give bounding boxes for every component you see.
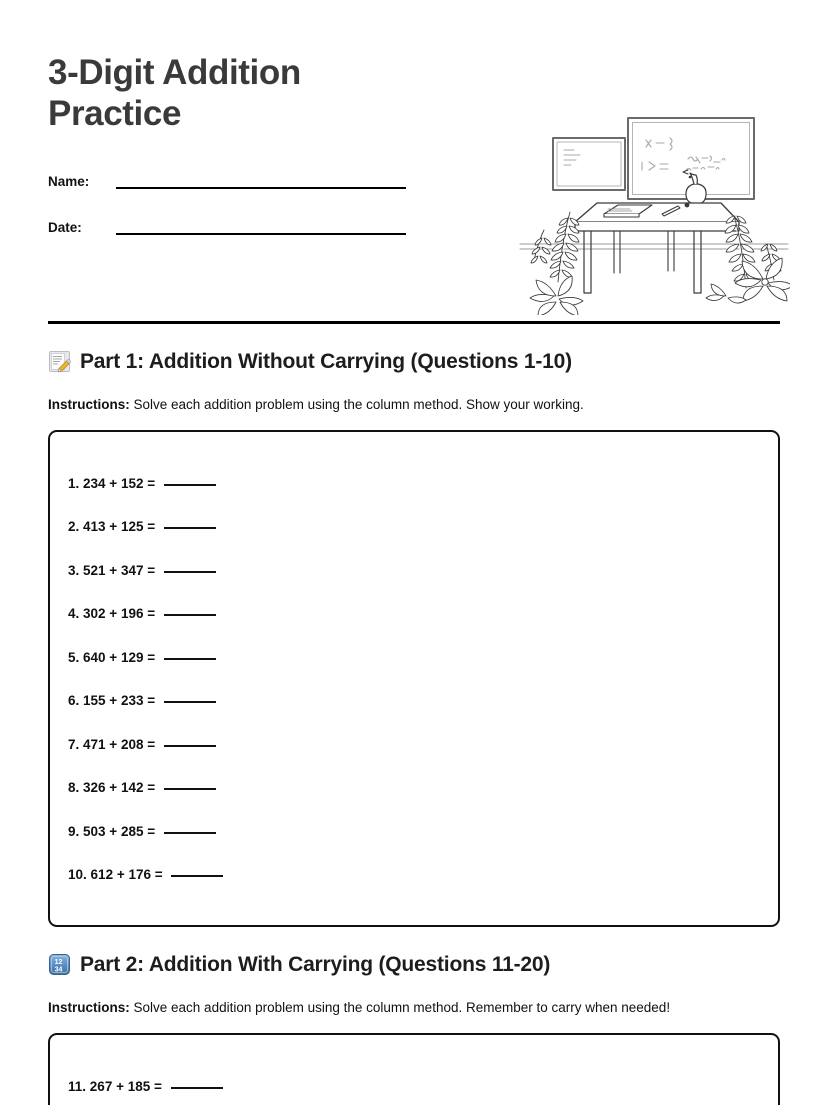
question-number: 5. [68, 649, 80, 665]
question-problem: 521 + 347 = [83, 562, 156, 578]
question-problem: 267 + 185 = [89, 1079, 162, 1095]
question-item [68, 592, 778, 636]
question-number: 4. [68, 606, 80, 622]
question-problem: 413 + 125 = [83, 519, 156, 535]
name-field-label: Name: [48, 174, 90, 190]
question-problem: 326 + 142 = [83, 780, 156, 796]
question-number: 6. [68, 693, 80, 709]
answer-blank[interactable] [164, 658, 216, 660]
answer-blank[interactable] [164, 527, 216, 529]
input-numbers-icon [48, 953, 71, 976]
answer-blank[interactable] [164, 571, 216, 573]
question-number: 8. [68, 780, 80, 796]
part-2-instructions-label: Instructions: [48, 1000, 130, 1015]
part-2-question-box [48, 1033, 780, 1105]
section-part-1 [48, 350, 780, 927]
question-problem: 155 + 233 = [83, 693, 156, 709]
question-number: 2. [68, 519, 80, 535]
answer-blank[interactable] [164, 832, 216, 834]
answer-blank[interactable] [164, 614, 216, 616]
memo-icon [48, 350, 71, 373]
part-2-instructions [48, 999, 780, 1017]
question-problem: 234 + 152 = [83, 475, 156, 491]
part-1-heading [48, 350, 780, 373]
question-problem: 302 + 196 = [83, 606, 156, 622]
question-number: 9. [68, 823, 80, 839]
answer-blank[interactable] [164, 701, 216, 703]
part-2-title: Part 2: Addition With Carrying (Questions 11-20) [80, 952, 551, 976]
section-part-2 [48, 953, 780, 1105]
part-1-instructions [48, 396, 780, 414]
part-1-title: Part 1: Addition Without Carrying (Questions 1-10) [80, 349, 572, 373]
question-problem: 640 + 129 = [83, 649, 156, 665]
question-item [68, 679, 778, 723]
question-number: 10. [68, 867, 87, 883]
question-problem: 503 + 285 = [83, 823, 156, 839]
question-number: 3. [68, 562, 80, 578]
question-problem: 471 + 208 = [83, 736, 156, 752]
part-2-question-list [50, 1065, 778, 1105]
question-item [68, 1065, 778, 1105]
part-1-instructions-label: Instructions: [48, 396, 130, 412]
classroom-illustration [518, 110, 790, 315]
name-field-row [48, 169, 488, 191]
part-1-question-box [48, 430, 780, 927]
svg-text:34: 34 [54, 966, 63, 974]
question-number: 7. [68, 736, 80, 752]
question-item [68, 549, 778, 593]
question-item [68, 853, 778, 897]
answer-blank[interactable] [171, 1087, 223, 1089]
question-item [68, 636, 778, 680]
date-field-row [48, 215, 488, 237]
answer-blank[interactable] [164, 484, 216, 486]
question-problem: 612 + 176 = [90, 867, 163, 883]
svg-text:12: 12 [54, 958, 63, 966]
part-1-instructions-text: Solve each addition problem using the column method. Show your working. [129, 396, 584, 412]
header-divider [48, 321, 780, 324]
part-2-instructions-text: Solve each addition problem using the column method. Remember to carry when needed! [129, 1000, 671, 1015]
question-item [68, 505, 778, 549]
part-2-heading [48, 953, 780, 976]
header-left-column [48, 48, 488, 261]
question-number: 11. [68, 1079, 87, 1095]
question-item [68, 462, 778, 506]
page-title: 3-Digit Addition Practice [48, 53, 301, 134]
question-item [68, 723, 778, 767]
question-number: 1. [68, 475, 80, 491]
part-1-question-list [50, 462, 778, 897]
question-item [68, 810, 778, 854]
answer-blank[interactable] [164, 788, 216, 790]
answer-blank[interactable] [164, 745, 216, 747]
name-field-input-line[interactable] [116, 187, 406, 189]
answer-blank[interactable] [171, 875, 223, 877]
date-field-label: Date: [48, 220, 82, 236]
question-item [68, 766, 778, 810]
worksheet-header [48, 48, 780, 261]
date-field-input-line[interactable] [116, 233, 406, 235]
